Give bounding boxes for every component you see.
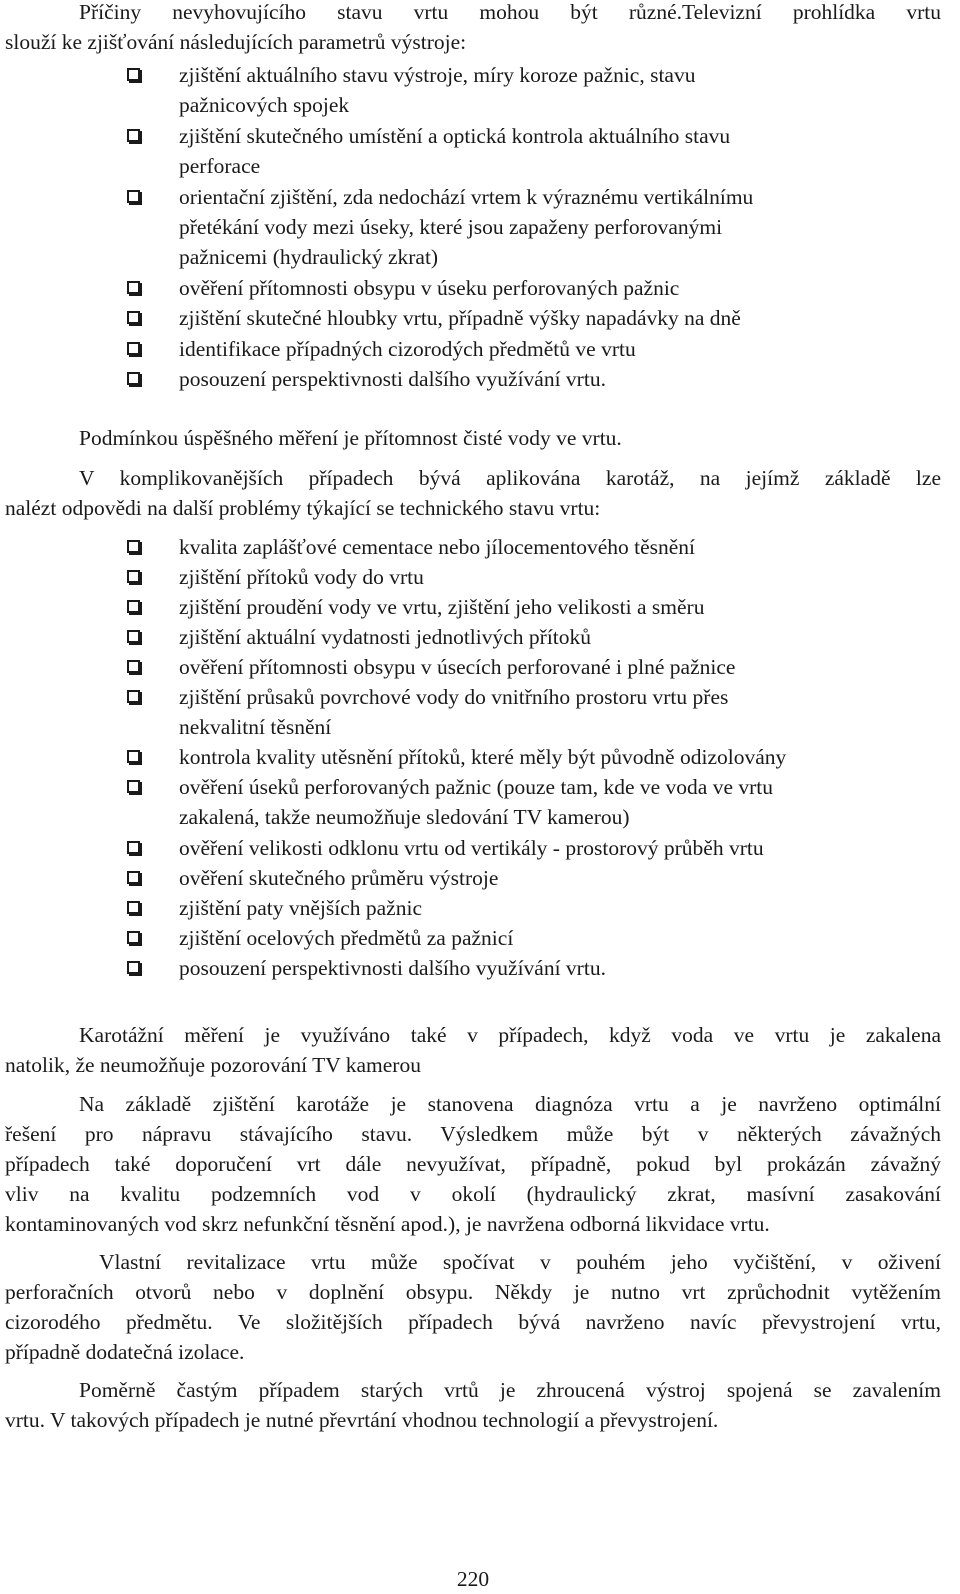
list-item-text: posouzení perspektivnosti dalšího využívání vrtu.: [179, 956, 606, 980]
checkbox-icon: [127, 780, 140, 793]
list-item-text: pažnicemi (hydraulický zkrat): [179, 245, 439, 269]
list-item-text: kvalita zaplášťové cementace nebo jílocementového těsnění: [179, 535, 696, 559]
list-item-text: ověření velikosti odklonu vrtu od vertikály - prostorový průběh vrtu: [179, 836, 764, 860]
checkbox-icon: [127, 931, 140, 944]
checkbox-icon: [127, 841, 140, 854]
paragraph-line: případech také doporučení vrt dále nevyužívat, případně, pokud byl prokázán závažný: [5, 1152, 941, 1176]
list-item-text: pažnicových spojek: [179, 93, 350, 117]
document-page: [5, 0, 941, 1593]
karotaz-intro-line-2: nalézt odpovědi na další problémy týkající se technického stavu vrtu:: [5, 496, 601, 520]
list-item-text: perforace: [179, 154, 261, 178]
list-item-text: zjištění ocelových předmětů za pažnicí: [179, 926, 514, 950]
page-number: 220: [456, 1567, 490, 1591]
paragraph-line: perforačních otvorů nebo v doplnění obsypu. Někdy je nutno vrt zprůchodnit vytěžením: [5, 1280, 941, 1304]
list-item-text: zjištění paty vnějších pažnic: [179, 896, 422, 920]
karotaz-intro-line-1: V komplikovanějších případech bývá aplikována karotáž, na jejímž základě lze: [79, 466, 941, 490]
checkbox-icon: [127, 961, 140, 974]
list-item-text: identifikace případných cizorodých předmětů ve vrtu: [179, 337, 636, 361]
checkbox-icon: [127, 750, 140, 763]
paragraph-line: kontaminovaných vod skrz nefunkční těsnění apod.), je navržena odborná likvidace vrtu.: [5, 1212, 770, 1236]
checkbox-icon: [127, 68, 140, 81]
list-item-text: zjištění proudění vody ve vrtu, zjištění jeho velikosti a směru: [179, 595, 705, 619]
paragraph-line: cizorodého předmětu. Ve složitějších případech bývá navrženo navíc převystrojení vrtu,: [5, 1310, 941, 1334]
paragraph-line: vrtu. V takových případech je nutné převrtání vhodnou technologií a převystrojení.: [5, 1408, 719, 1432]
list-item-text: zjištění průsaků povrchové vody do vnitřního prostoru vrtu přes: [179, 685, 729, 709]
list-item-text: zjištění aktuálního stavu výstroje, míry koroze pažnic, stavu: [179, 63, 696, 87]
list-item-text: kontrola kvality utěsnění přítoků, které měly být původně odizolovány: [179, 745, 787, 769]
list-item-text: ověření přítomnosti obsypu v úsecích perforované i plné pažnice: [179, 655, 736, 679]
checkbox-icon: [127, 600, 140, 613]
list-item-text: ověření úseků perforovaných pažnic (pouze tam, kde ve voda ve vrtu: [179, 775, 774, 799]
checkbox-icon: [127, 871, 140, 884]
checkbox-icon: [127, 311, 140, 324]
checkbox-icon: [127, 660, 140, 673]
list-item-text: zjištění skutečné hloubky vrtu, případně výšky napadávky na dně: [179, 306, 741, 330]
checkbox-icon: [127, 190, 140, 203]
list-item-text: přetékání vody mezi úseky, které jsou zapaženy perforovanými: [179, 215, 723, 239]
checkbox-icon: [127, 690, 140, 703]
paragraph-line: Poměrně častým případem starých vrtů je zhroucená výstroj spojená se zavalením: [79, 1378, 941, 1402]
intro-line-1: Příčiny nevyhovujícího stavu vrtu mohou být různé.Televizní prohlídka vrtu: [79, 0, 941, 24]
intro-line-2: slouží ke zjišťování následujících parametrů výstroje:: [5, 30, 467, 54]
paragraph-line: řešení pro nápravu stávajícího stavu. Výsledkem může být v některých závažných: [5, 1122, 941, 1146]
checkbox-icon: [127, 372, 140, 385]
checkbox-icon: [127, 570, 140, 583]
checkbox-icon: [127, 129, 140, 142]
checkbox-icon: [127, 281, 140, 294]
checkbox-icon: [127, 901, 140, 914]
paragraph-line: natolik, že neumožňuje pozorování TV kamerou: [5, 1053, 421, 1077]
list-item-text: nekvalitní těsnění: [179, 715, 332, 739]
condition-text: Podmínkou úspěšného měření je přítomnost čisté vody ve vrtu.: [79, 426, 622, 450]
paragraph-line: Karotážní měření je využíváno také v případech, když voda ve vrtu je zakalena: [79, 1023, 941, 1047]
paragraph-line: Vlastní revitalizace vrtu může spočívat v pouhém jeho vyčištění, v oživení: [99, 1250, 941, 1274]
list-item-text: zjištění aktuální vydatnosti jednotlivých přítoků: [179, 625, 592, 649]
checkbox-icon: [127, 630, 140, 643]
checkbox-icon: [127, 342, 140, 355]
paragraph-line: případně dodatečná izolace.: [5, 1340, 245, 1364]
list-item-text: ověření skutečného průměru výstroje: [179, 866, 499, 890]
list-item-text: orientační zjištění, zda nedochází vrtem k výraznému vertikálnímu: [179, 185, 754, 209]
checkbox-icon: [127, 540, 140, 553]
list-item-text: zjištění skutečného umístění a optická kontrola aktuálního stavu: [179, 124, 731, 148]
list-item-text: zjištění přítoků vody do vrtu: [179, 565, 424, 589]
list-item-text: posouzení perspektivnosti dalšího využívání vrtu.: [179, 367, 606, 391]
paragraph-line: Na základě zjištění karotáže je stanovena diagnóza vrtu a je navrženo optimální: [79, 1092, 941, 1116]
list-item-text: zakalená, takže neumožňuje sledování TV kamerou): [179, 805, 630, 829]
paragraph-line: vliv na kvalitu podzemních vod v okolí (hydraulický zkrat, masívní zasakování: [5, 1182, 941, 1206]
list-item-text: ověření přítomnosti obsypu v úseku perforovaných pažnic: [179, 276, 680, 300]
